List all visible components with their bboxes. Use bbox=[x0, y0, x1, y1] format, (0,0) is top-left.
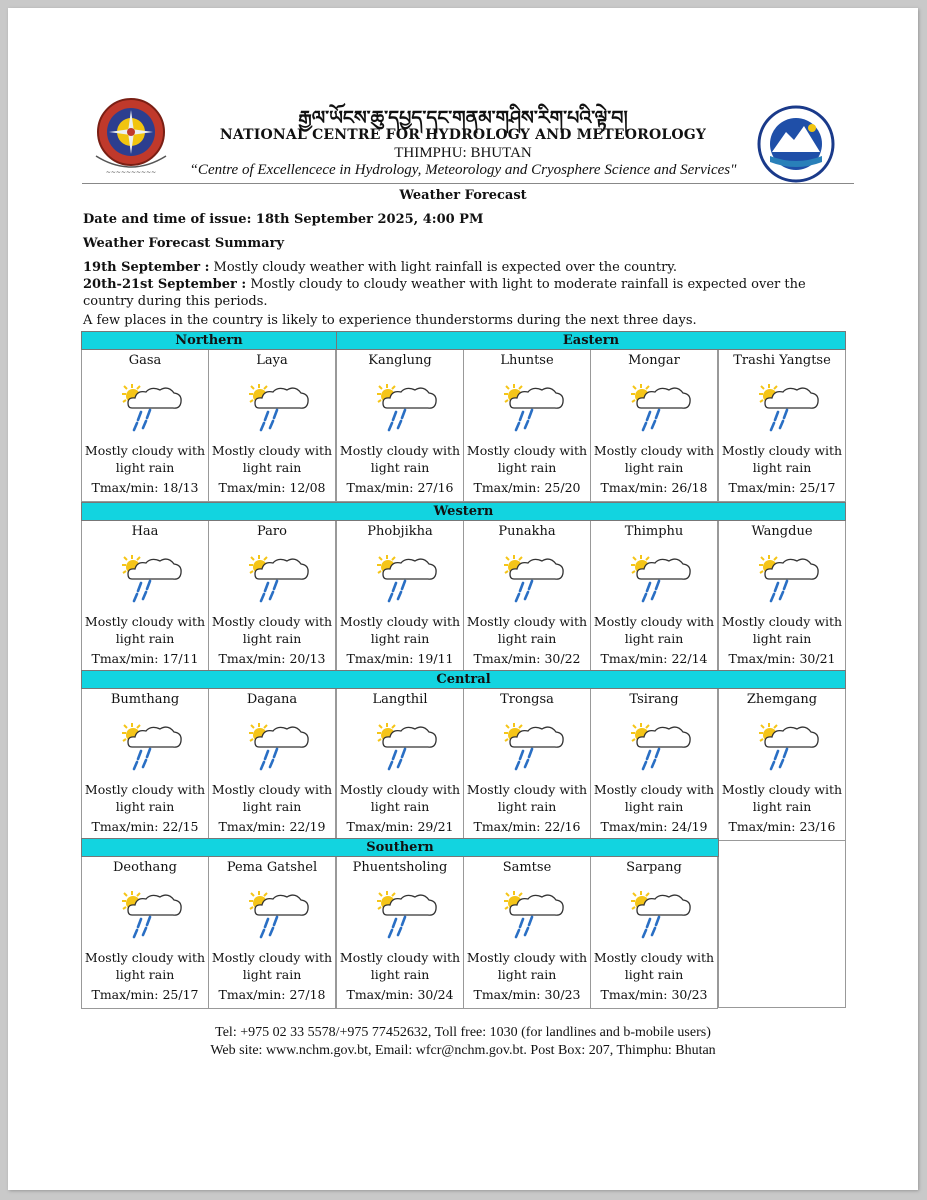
forecast-condition bbox=[209, 442, 335, 476]
partly-cloudy-rain-icon bbox=[118, 889, 184, 939]
condition-line: light rain bbox=[370, 631, 430, 646]
temperature-range: Tmax/min: 23/16 bbox=[728, 819, 836, 834]
summary-text: Mostly cloudy weather with light rainfall is expected over the country. bbox=[209, 260, 678, 275]
temperature-range: Tmax/min: 26/18 bbox=[600, 480, 708, 495]
condition-line: Mostly cloudy with bbox=[593, 950, 715, 965]
city-line: THIMPHU: BHUTAN bbox=[394, 145, 532, 161]
region-southern: Southern bbox=[81, 838, 719, 857]
station-cell bbox=[336, 349, 464, 502]
partly-cloudy-rain-icon bbox=[245, 553, 311, 603]
forecast-condition bbox=[82, 442, 208, 476]
condition-line: light rain bbox=[624, 799, 684, 814]
forecast-condition bbox=[719, 442, 845, 476]
forecast-condition bbox=[464, 781, 590, 815]
condition-line: Mostly cloudy with bbox=[721, 614, 843, 629]
station-cell bbox=[208, 520, 336, 673]
temperature-range: Tmax/min: 30/21 bbox=[728, 651, 836, 666]
footer-contact: Tel: +975 02 33 5578/+975 77452632, Toll free: 1030 (for landlines and b-mobile users) bbox=[215, 1025, 711, 1040]
station-cell bbox=[81, 349, 209, 502]
temperature-range: Tmax/min: 30/23 bbox=[473, 987, 581, 1002]
summary-line bbox=[83, 276, 853, 310]
condition-line: Mostly cloudy with bbox=[466, 950, 588, 965]
station-name: Langthil bbox=[372, 692, 428, 707]
condition-line: Mostly cloudy with bbox=[84, 782, 206, 797]
station-name: Deothang bbox=[113, 860, 177, 875]
forecast-condition bbox=[337, 949, 463, 983]
condition-line: Mostly cloudy with bbox=[339, 950, 461, 965]
condition-line: light rain bbox=[497, 631, 557, 646]
station-name: Zhemgang bbox=[746, 692, 818, 707]
empty-cell bbox=[718, 838, 846, 1008]
partly-cloudy-rain-icon bbox=[627, 889, 693, 939]
station-name: Wangdue bbox=[751, 524, 813, 539]
forecast-condition bbox=[82, 613, 208, 647]
station-name: Trashi Yangtse bbox=[733, 353, 831, 368]
condition-line: light rain bbox=[497, 460, 557, 475]
station-cell bbox=[590, 856, 718, 1009]
partly-cloudy-rain-icon bbox=[500, 553, 566, 603]
condition-line: Mostly cloudy with bbox=[466, 443, 588, 458]
partly-cloudy-rain-icon bbox=[373, 382, 439, 432]
temperature-range: Tmax/min: 12/08 bbox=[218, 480, 326, 495]
station-name: Haa bbox=[131, 524, 159, 539]
organization-name: NATIONAL CENTRE FOR HYDROLOGY AND METEOROLOGY bbox=[219, 127, 707, 143]
condition-line: light rain bbox=[115, 631, 175, 646]
condition-line: Mostly cloudy with bbox=[84, 950, 206, 965]
station-cell bbox=[336, 688, 464, 841]
motto: “Centre of Excellencece in Hydrology, Meteorology and Cryosphere Science and Services" bbox=[189, 162, 737, 178]
temperature-range: Tmax/min: 24/19 bbox=[600, 819, 708, 834]
forecast-condition bbox=[464, 442, 590, 476]
svg-text:~~~~~~~~~~: ~~~~~~~~~~ bbox=[105, 169, 157, 176]
station-cell bbox=[208, 688, 336, 841]
station-cell bbox=[81, 856, 209, 1009]
station-cell bbox=[81, 520, 209, 673]
forecast-condition bbox=[209, 613, 335, 647]
temperature-range: Tmax/min: 29/21 bbox=[346, 819, 454, 834]
condition-line: Mostly cloudy with bbox=[339, 614, 461, 629]
condition-line: Mostly cloudy with bbox=[339, 443, 461, 458]
partly-cloudy-rain-icon bbox=[373, 889, 439, 939]
station-cell bbox=[718, 688, 846, 841]
partly-cloudy-rain-icon bbox=[627, 382, 693, 432]
partly-cloudy-rain-icon bbox=[755, 721, 821, 771]
forecast-condition bbox=[464, 613, 590, 647]
condition-line: Mostly cloudy with bbox=[593, 782, 715, 797]
station-cell bbox=[590, 520, 718, 673]
partly-cloudy-rain-icon bbox=[500, 721, 566, 771]
station-cell bbox=[463, 349, 591, 502]
partly-cloudy-rain-icon bbox=[373, 721, 439, 771]
temperature-range: Tmax/min: 22/15 bbox=[91, 819, 199, 834]
condition-line: Mostly cloudy with bbox=[211, 950, 333, 965]
station-cell bbox=[336, 856, 464, 1009]
condition-line: light rain bbox=[242, 967, 302, 982]
letterhead bbox=[8, 8, 918, 188]
station-name: Paro bbox=[257, 524, 287, 539]
partly-cloudy-rain-icon bbox=[500, 889, 566, 939]
summary-line bbox=[83, 312, 853, 329]
temperature-range: Tmax/min: 22/16 bbox=[473, 819, 581, 834]
temperature-range: Tmax/min: 30/22 bbox=[473, 651, 581, 666]
station-cell bbox=[718, 520, 846, 673]
partly-cloudy-rain-icon bbox=[500, 382, 566, 432]
summary-line bbox=[83, 259, 853, 276]
station-cell bbox=[81, 688, 209, 841]
summary-label: 19th September : bbox=[83, 260, 210, 275]
station-cell bbox=[590, 688, 718, 841]
temperature-range: Tmax/min: 22/14 bbox=[600, 651, 708, 666]
summary-text: A few places in the country is likely to experience thunderstorms during the next three days. bbox=[83, 313, 697, 328]
station-cell bbox=[463, 856, 591, 1009]
station-name: Samtse bbox=[502, 860, 552, 875]
forecast-condition bbox=[719, 613, 845, 647]
station-name: Punakha bbox=[498, 524, 556, 539]
condition-line: light rain bbox=[370, 967, 430, 982]
partly-cloudy-rain-icon bbox=[755, 382, 821, 432]
condition-line: Mostly cloudy with bbox=[84, 614, 206, 629]
station-cell bbox=[463, 520, 591, 673]
summary-text: Mostly cloudy to cloudy weather with light to moderate rainfall is expected over the country during this periods. bbox=[83, 277, 806, 309]
station-cell bbox=[336, 520, 464, 673]
station-name: Dagana bbox=[246, 692, 298, 707]
partly-cloudy-rain-icon bbox=[245, 382, 311, 432]
condition-line: light rain bbox=[370, 460, 430, 475]
condition-line: light rain bbox=[624, 967, 684, 982]
temperature-range: Tmax/min: 17/11 bbox=[91, 651, 199, 666]
forecast-condition bbox=[337, 613, 463, 647]
temperature-range: Tmax/min: 30/24 bbox=[346, 987, 454, 1002]
region-eastern: Eastern bbox=[336, 331, 846, 350]
summary-label: 20th-21st September : bbox=[83, 277, 247, 292]
station-name: Pema Gatshel bbox=[226, 860, 318, 875]
condition-line: Mostly cloudy with bbox=[721, 443, 843, 458]
forecast-condition bbox=[591, 781, 717, 815]
station-cell bbox=[463, 688, 591, 841]
condition-line: light rain bbox=[752, 631, 812, 646]
station-name: Phobjikha bbox=[367, 524, 433, 539]
temperature-range: Tmax/min: 25/20 bbox=[473, 480, 581, 495]
header-divider bbox=[82, 183, 854, 184]
region-northern: Northern bbox=[81, 331, 337, 350]
station-name: Trongsa bbox=[500, 692, 554, 707]
condition-line: Mostly cloudy with bbox=[466, 614, 588, 629]
partly-cloudy-rain-icon bbox=[627, 553, 693, 603]
partly-cloudy-rain-icon bbox=[627, 721, 693, 771]
forecast-condition bbox=[209, 781, 335, 815]
condition-line: Mostly cloudy with bbox=[84, 443, 206, 458]
condition-line: light rain bbox=[497, 799, 557, 814]
document-title: Weather Forecast bbox=[399, 188, 527, 203]
condition-line: light rain bbox=[242, 631, 302, 646]
condition-line: light rain bbox=[115, 460, 175, 475]
condition-line: Mostly cloudy with bbox=[466, 782, 588, 797]
station-name: Gasa bbox=[128, 353, 162, 368]
temperature-range: Tmax/min: 19/11 bbox=[346, 651, 454, 666]
station-name: Tsirang bbox=[629, 692, 679, 707]
station-name: Thimphu bbox=[624, 524, 684, 539]
summary-heading: Weather Forecast Summary bbox=[83, 236, 285, 251]
condition-line: light rain bbox=[115, 967, 175, 982]
station-cell bbox=[718, 349, 846, 502]
region-central: Central bbox=[81, 670, 846, 689]
temperature-range: Tmax/min: 25/17 bbox=[728, 480, 836, 495]
condition-line: light rain bbox=[242, 460, 302, 475]
footer-website: Web site: www.nchm.gov.bt, Email: wfcr@nchm.gov.bt. Post Box: 207, Thimphu: Bhutan bbox=[210, 1043, 716, 1058]
station-name: Kanglung bbox=[368, 353, 432, 368]
station-name: Phuentsholing bbox=[352, 860, 448, 875]
temperature-range: Tmax/min: 25/17 bbox=[91, 987, 199, 1002]
condition-line: light rain bbox=[752, 799, 812, 814]
dzongkha-title: རྒྱལ་ཡོངས་ཆུ་དཔྱད་དང་གནམ་གཤིས་རིག་པའི་ལྟེ་བ། bbox=[298, 107, 628, 129]
forecast-condition bbox=[337, 781, 463, 815]
partly-cloudy-rain-icon bbox=[118, 382, 184, 432]
condition-line: Mostly cloudy with bbox=[211, 614, 333, 629]
condition-line: light rain bbox=[115, 799, 175, 814]
region-western: Western bbox=[81, 502, 846, 521]
partly-cloudy-rain-icon bbox=[118, 721, 184, 771]
temperature-range: Tmax/min: 27/18 bbox=[218, 987, 326, 1002]
temperature-range: Tmax/min: 27/16 bbox=[346, 480, 454, 495]
temperature-range: Tmax/min: 20/13 bbox=[218, 651, 326, 666]
partly-cloudy-rain-icon bbox=[755, 553, 821, 603]
issue-date: Date and time of issue: 18th September 2025, 4:00 PM bbox=[83, 212, 484, 227]
forecast-condition bbox=[591, 442, 717, 476]
condition-line: Mostly cloudy with bbox=[339, 782, 461, 797]
partly-cloudy-rain-icon bbox=[245, 721, 311, 771]
station-cell bbox=[208, 349, 336, 502]
forecast-page bbox=[8, 8, 918, 1190]
nchm-logo bbox=[756, 104, 836, 184]
forecast-condition bbox=[591, 949, 717, 983]
condition-line: light rain bbox=[370, 799, 430, 814]
partly-cloudy-rain-icon bbox=[118, 553, 184, 603]
forecast-condition bbox=[719, 781, 845, 815]
temperature-range: Tmax/min: 22/19 bbox=[218, 819, 326, 834]
station-name: Lhuntse bbox=[500, 353, 554, 368]
temperature-range: Tmax/min: 30/23 bbox=[600, 987, 708, 1002]
partly-cloudy-rain-icon bbox=[245, 889, 311, 939]
condition-line: Mostly cloudy with bbox=[593, 443, 715, 458]
condition-line: light rain bbox=[752, 460, 812, 475]
condition-line: light rain bbox=[497, 967, 557, 982]
partly-cloudy-rain-icon bbox=[373, 553, 439, 603]
condition-line: light rain bbox=[242, 799, 302, 814]
forecast-condition bbox=[337, 442, 463, 476]
station-name: Laya bbox=[256, 353, 288, 368]
condition-line: Mostly cloudy with bbox=[593, 614, 715, 629]
forecast-condition bbox=[82, 949, 208, 983]
forecast-condition bbox=[82, 781, 208, 815]
station-name: Sarpang bbox=[626, 860, 682, 875]
condition-line: Mostly cloudy with bbox=[721, 782, 843, 797]
station-name: Mongar bbox=[628, 353, 680, 368]
station-name: Bumthang bbox=[110, 692, 180, 707]
forecast-condition bbox=[464, 949, 590, 983]
station-cell bbox=[208, 856, 336, 1009]
condition-line: light rain bbox=[624, 460, 684, 475]
condition-line: light rain bbox=[624, 631, 684, 646]
forecast-condition bbox=[209, 949, 335, 983]
condition-line: Mostly cloudy with bbox=[211, 782, 333, 797]
forecast-condition bbox=[591, 613, 717, 647]
condition-line: Mostly cloudy with bbox=[211, 443, 333, 458]
station-cell bbox=[590, 349, 718, 502]
temperature-range: Tmax/min: 18/13 bbox=[91, 480, 199, 495]
